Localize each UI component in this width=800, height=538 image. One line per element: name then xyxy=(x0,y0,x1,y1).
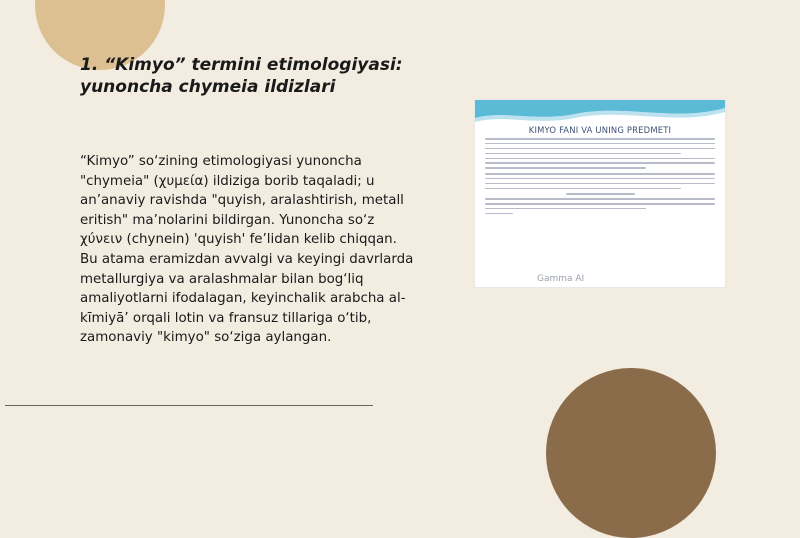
divider-line xyxy=(5,405,373,406)
doc-text-lines xyxy=(485,138,715,218)
slide-body-text: “Kimyo” so‘zining etimologiyasi yunoncha "chymeia" (χυμεία) ildiziga borib taqaladi; u an’anaviy ravishda "quyish, aralashtirish, metall eritish" ma’nolarini bildirgan. Yunoncha so‘z χύνειν (chynein) 'quyish' fe’lidan kelib chiqqan. Bu atama eramizdan avvalgi va keyingi davrlarda metallurgiya va aralashmalar bilan bog‘liq amaliyotlarni ifodalagan, keyinchalik arabcha al-kīmiyā’ orqali lotin va fransuz tillariga o‘tib, zamonaviy "kimyo" so‘ziga aylangan. xyxy=(80,154,414,346)
doc-heading: KIMYO FANI VA UNING PREDMETI xyxy=(528,125,672,135)
slide-title: 1. “Kimyo” termini etimologiyasi: yunoncha chymeia ildizlari xyxy=(80,55,403,97)
doc-footer-logo: Gamma AI xyxy=(537,274,585,284)
decorative-circle-bottom xyxy=(546,368,716,538)
document-image xyxy=(475,100,725,287)
